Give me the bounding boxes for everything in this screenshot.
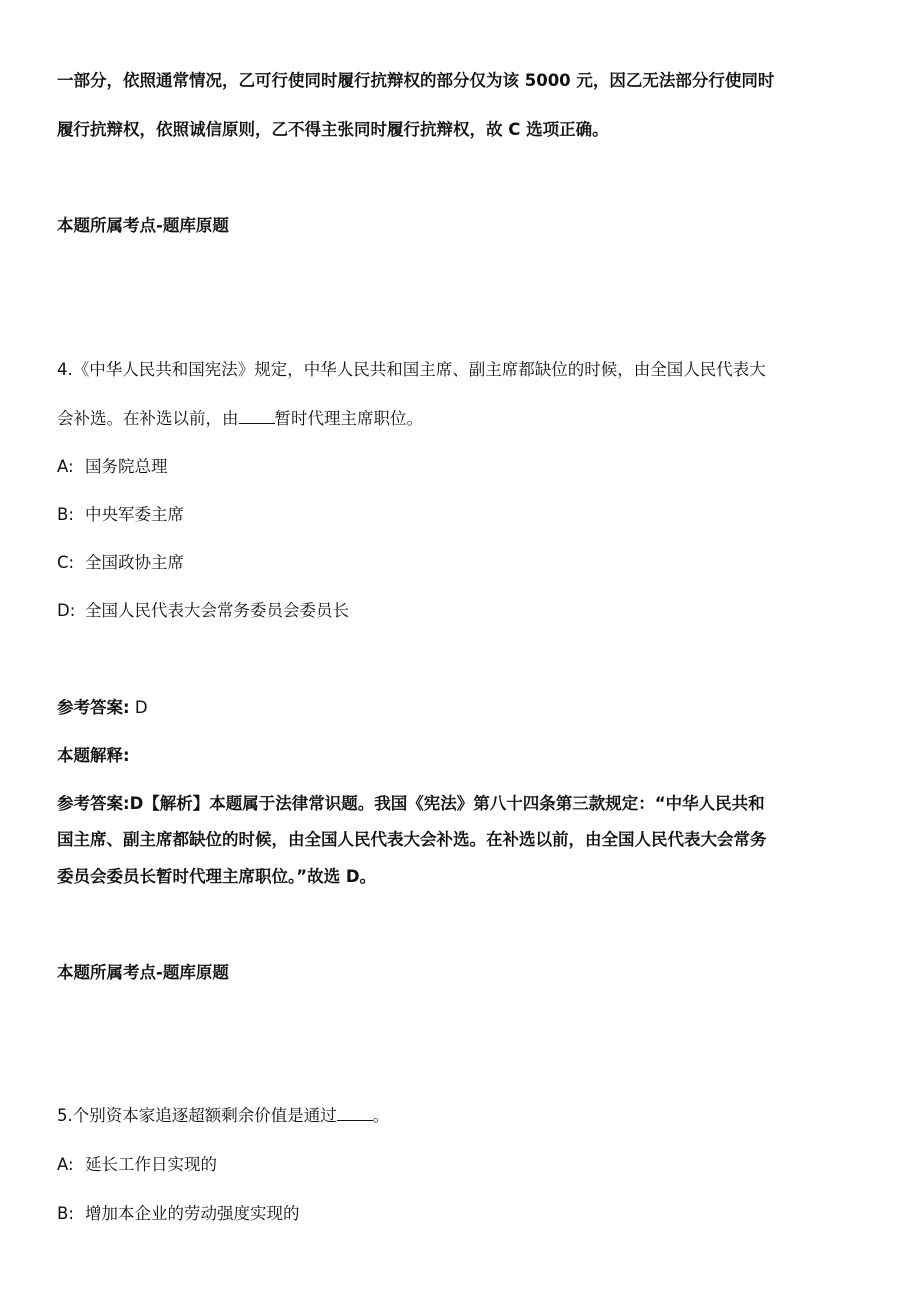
q4-explain-line-1: 参考答案:D【解析】本题属于法律常识题。我国《宪法》第八十四条第三款规定：“中华人民共和 [57,794,765,813]
q4-answer-blank [239,409,275,424]
q4-explain-label: 本题解释: [57,746,130,765]
q4-option-c [57,551,184,575]
q4-option-a [57,455,168,479]
q5-option-b-letter: B: [57,1204,74,1223]
q4-answer [57,696,148,720]
q5-option-a-text: 延长工作日实现的 [85,1155,217,1174]
q4-option-a-letter: A: [57,457,74,476]
q4-option-d [57,599,349,623]
q5-stem-after-blank: 。 [372,1106,390,1125]
q4-stem-line-1: 4.《中华人民共和国宪法》规定，中华人民共和国主席、副主席都缺位的时候，由全国人民代表大 [57,360,766,379]
q4-explain-line-2: 国主席、副主席都缺位的时候，由全国人民代表大会补选。在补选以前，由全国人民代表大会常务 [57,830,767,849]
prev-explanation-line-1: 一部分，依照通常情况，乙可行使同时履行抗辩权的部分仅为该 5000 元，因乙无法部分行使同时 [57,71,775,90]
q4-option-b [57,503,184,527]
q5-option-b-text: 增加本企业的劳动强度实现的 [85,1204,300,1223]
q4-explain-line-3: 委员会委员长暂时代理主席职位。”故选 D。 [57,867,377,886]
q5-answer-blank [337,1106,373,1121]
prev-explanation-line-2: 履行抗辩权，依照诚信原则，乙不得主张同时履行抗辩权，故 C 选项正确。 [57,120,609,139]
q4-option-d-letter: D: [57,601,76,620]
q4-option-b-letter: B: [57,505,74,524]
q4-stem-before-blank: 会补选。在补选以前，由 [57,409,239,428]
q4-option-b-text: 中央军委主席 [85,505,184,524]
q5-option-b [57,1202,300,1226]
q4-topic: 本题所属考点-题库原题 [57,963,229,982]
prev-topic: 本题所属考点-题库原题 [57,216,229,235]
q5-stem-before-blank: 5.个别资本家追逐超额剩余价值是通过 [57,1106,337,1125]
q4-option-a-text: 国务院总理 [85,457,168,476]
q4-option-c-text: 全国政协主席 [85,553,184,572]
q5-stem-line-1 [57,1104,389,1128]
q4-answer-label: 参考答案: [57,698,130,717]
q5-option-a [57,1153,217,1177]
q4-answer-value: D [129,698,148,717]
q4-option-d-text: 全国人民代表大会常务委员会委员长 [85,601,349,620]
q4-stem-after-blank: 暂时代理主席职位。 [274,409,423,428]
q4-stem-line-2 [57,407,423,431]
q4-option-c-letter: C: [57,553,75,572]
q5-option-a-letter: A: [57,1155,74,1174]
